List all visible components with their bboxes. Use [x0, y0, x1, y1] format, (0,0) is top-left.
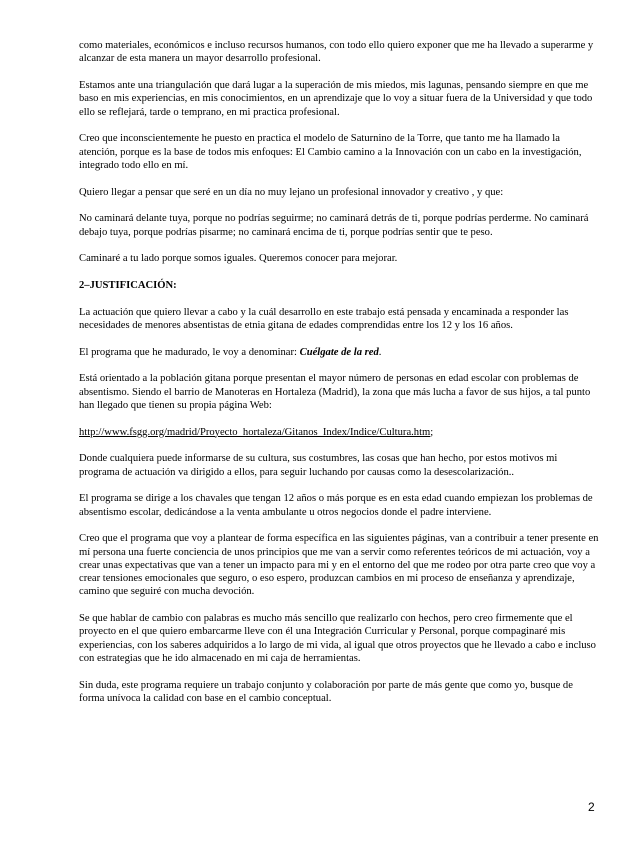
program-name-suffix: .: [378, 346, 382, 358]
paragraph-culture: Donde cualquiera puede informarse de su cultura, sus costumbres, las cosas que han hecho, por estos motivos mi programa de actuación va dirigido a ellos, para seguir luchando por causas como la desescolarización..: [79, 453, 558, 478]
page-number: 2: [588, 800, 595, 814]
paragraph-quote: No caminará delante tuya, porque no podrías seguirme; no caminará detrás de ti, porque podrías perderme. No caminará debajo tuya, porque podrías pisarme; no caminará encima de ti, porque podrías sentir que te peso.: [79, 213, 589, 238]
section-heading: 2–JUSTIFICACIÓN:: [79, 279, 177, 291]
paragraph-triangulation: Estamos ante una triangulación que dará lugar a la superación de mis miedos, mis lagunas, pensando siempre en que me baso en mis experiencias, en mis conocimientos, en un aprendizaje que lo voy a situar fuera de la Universidad y que todo ello se reflejará, tarde o temprano, en mi practica profesional.: [79, 79, 593, 118]
paragraph-url: [79, 426, 599, 439]
paragraph-aspiration: Quiero llegar a pensar que seré en un día no muy lejano un profesional innovador y creativo , y que:: [79, 186, 504, 198]
paragraph-equality: Caminaré a tu lado porque somos iguales. Queremos conocer para mejorar.: [79, 253, 398, 265]
paragraph-change: Se que hablar de cambio con palabras es mucho más sencillo que realizarlo con hechos, pero creo firmemente que el proyecto en el que quiero embarcarme lleve con él una Integración Curricular y Personal, porque compaginaré mis experiencias, con los saberes adquiridos a lo largo de mi vida, al igual que otros proyectos que he llevado a cabo e incluso con estrategias que he ido almacenado en mi caja de herramientas.: [79, 613, 596, 664]
paragraph-conclusion: Sin duda, este programa requiere un trabajo conjunto y colaboración por parte de más gente que como yo, busque de forma unívoca la calidad con base en el cambio conceptual.: [79, 679, 573, 704]
web-link[interactable]: http://www.fsgg.org/madrid/Proyecto_hortaleza/Gitanos_Index/Indice/Cultura.htm: [79, 426, 431, 438]
paragraph-program-name: [79, 346, 599, 359]
program-name-prefix: El programa que he madurado, le voy a denominar:: [79, 346, 300, 358]
url-suffix: ;: [430, 426, 434, 438]
program-title: Cuélgate de la red: [299, 346, 379, 358]
paragraph-orientation: Está orientado a la población gitana porque presentan el mayor número de personas en edad escolar con problemas de absentismo. Siendo el barrio de Manoteras en Hortaleza (Madrid), la zona que más lucha a favor de sus hijos, a tal punto han llegado que tienen su propia página Web:: [79, 373, 591, 411]
paragraph-principles: Creo que el programa que voy a plantear de forma específica en las siguientes páginas, van a contribuir a tener presente en mí persona una fuerte conciencia de unos principios que me van a servir como referentes teóricos de mi actuación, voy a crear unas expectativas que van a tener un impacto para mi y en el entorno del que me rodeo por otra parte creo que voy a crear tensiones emocionales que seguro, o eso espero, produzcan cambios en mi proceso de enseñanza y aprendizaje, camino que seguiré con mucha devoción.: [79, 533, 599, 598]
paragraph-purpose: La actuación que quiero llevar a cabo y la cuál desarrollo en este trabajo está pensada y encaminada a responder las necesidades de menores absentistas de etnia gitana de edades comprendidas entre los 12 y los 16 años.: [79, 306, 569, 331]
paragraph-age: El programa se dirige a los chavales que tengan 12 años o más porque es en esta edad cuando empiezan los problemas de absentismo escolar, dedicándose a la venta ambulante u otros negocios donde el padre interviene.: [79, 493, 593, 518]
paragraph-intro: como materiales, económicos e incluso recursos humanos, con todo ello quiero exponer que me ha llevado a superarme y alcanzar de esta manera un mayor desarrollo profesional.: [79, 40, 594, 65]
paragraph-model: Creo que inconscientemente he puesto en practica el modelo de Saturnino de la Torre, que tanto me ha llamado la atención, porque es la base de todos mis enfoques: El Cambio camino a la Innovación con un cabo en la investigación, integrado todo ello en mí.: [79, 133, 582, 171]
document-page: [79, 39, 599, 719]
